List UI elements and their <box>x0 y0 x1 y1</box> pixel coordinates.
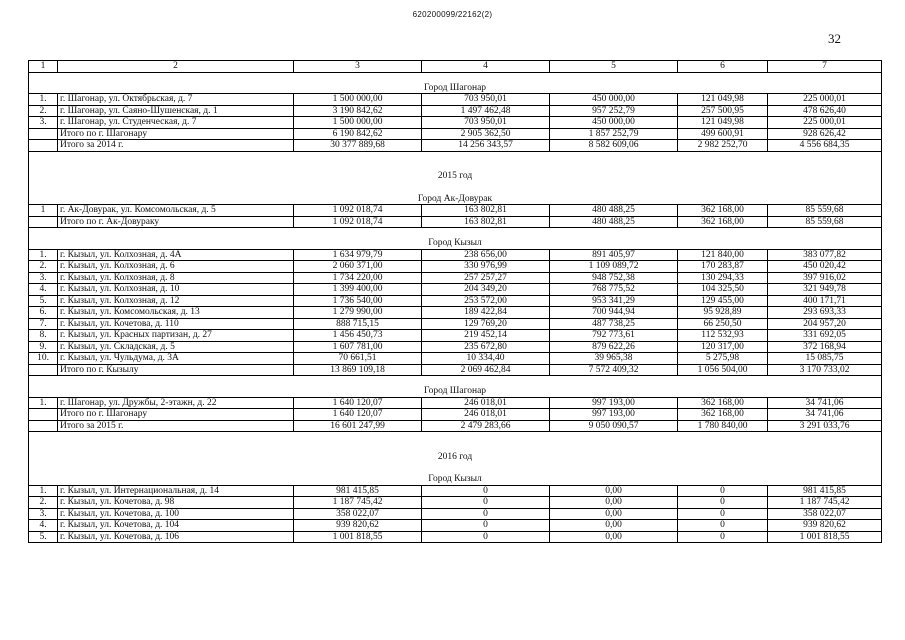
value-cell: 5 275,98 <box>678 353 768 365</box>
city-heading: Город Кызыл <box>29 238 882 249</box>
row-number-cell: 2. <box>29 497 58 509</box>
row-number-cell: 3. <box>29 508 58 520</box>
value-cell: 362 168,00 <box>678 205 768 217</box>
value-cell: 0,00 <box>550 508 678 520</box>
row-number-cell: 1. <box>29 485 58 497</box>
row-number-cell: 6. <box>29 307 58 319</box>
address-cell: Итого за 2014 г. <box>58 140 294 152</box>
value-cell: 293 693,33 <box>768 307 882 319</box>
year-heading: 2015 год <box>29 170 882 184</box>
address-cell: г. Кызыл, ул. Комсомольская, д. 13 <box>58 307 294 319</box>
value-cell: 130 294,33 <box>678 272 768 284</box>
value-cell: 939 820,62 <box>294 520 422 532</box>
table-row <box>29 330 882 342</box>
address-cell: Итого за 2015 г. <box>58 420 294 432</box>
value-cell: 225 000,01 <box>768 94 882 106</box>
value-cell: 121 049,98 <box>678 94 768 106</box>
col-header: 5 <box>550 61 678 73</box>
row-number-cell <box>29 128 58 140</box>
address-cell: г. Кызыл, ул. Колхозная, д. 6 <box>58 261 294 273</box>
value-cell: 0 <box>678 508 768 520</box>
table-row <box>29 128 882 140</box>
value-cell: 8 582 609,06 <box>550 140 678 152</box>
value-cell: 246 018,01 <box>422 397 550 409</box>
city-heading-row <box>29 238 882 249</box>
city-heading-row <box>29 83 882 94</box>
row-number-cell: 5. <box>29 531 58 543</box>
value-cell: 85 559,68 <box>768 205 882 217</box>
spacer-row <box>29 184 882 194</box>
address-cell: г. Кызыл, ул. Колхозная, д. 12 <box>58 295 294 307</box>
table-row <box>29 497 882 509</box>
value-cell: 362 168,00 <box>678 409 768 421</box>
row-number-cell <box>29 364 58 376</box>
value-cell: 1 734 220,00 <box>294 272 422 284</box>
address-cell: г. Кызыл, ул. Кочетова, д. 98 <box>58 497 294 509</box>
value-cell: 331 692,05 <box>768 330 882 342</box>
year-heading: 2016 год <box>29 450 882 464</box>
value-cell: 948 752,38 <box>550 272 678 284</box>
value-cell: 997 193,00 <box>550 409 678 421</box>
col-header: 3 <box>294 61 422 73</box>
value-cell: 792 773,61 <box>550 330 678 342</box>
city-heading: Город Кызыл <box>29 474 882 485</box>
row-number-cell: 1. <box>29 94 58 106</box>
value-cell: 0 <box>678 531 768 543</box>
value-cell: 400 171,71 <box>768 295 882 307</box>
value-cell: 879 622,26 <box>550 341 678 353</box>
spacer-cell <box>29 184 882 194</box>
value-cell: 321 949,78 <box>768 284 882 296</box>
value-cell: 204 957,20 <box>768 318 882 330</box>
city-heading-row <box>29 194 882 205</box>
row-number-cell <box>29 409 58 421</box>
address-cell: г. Кызыл, ул. Кочетова, д. 110 <box>58 318 294 330</box>
year-heading-row <box>29 170 882 184</box>
value-cell: 372 168,94 <box>768 341 882 353</box>
row-number-cell: 2. <box>29 261 58 273</box>
col-header: 4 <box>422 61 550 73</box>
table-row <box>29 94 882 106</box>
city-heading: Город Ак-Довурак <box>29 194 882 205</box>
value-cell: 34 741,06 <box>768 409 882 421</box>
spacer-cell <box>29 376 882 387</box>
address-cell: г. Ак-Довурак, ул. Комсомольская, д. 5 <box>58 205 294 217</box>
value-cell: 478 626,40 <box>768 105 882 117</box>
value-cell: 246 018,01 <box>422 409 550 421</box>
spacer-cell <box>29 228 882 239</box>
col-header: 2 <box>58 61 294 73</box>
value-cell: 257 257,27 <box>422 272 550 284</box>
value-cell: 480 488,25 <box>550 216 678 228</box>
city-heading-row <box>29 474 882 485</box>
value-cell: 1 634 979,79 <box>294 249 422 261</box>
value-cell: 219 452,14 <box>422 330 550 342</box>
header-row <box>29 61 882 73</box>
spacer-cell <box>29 72 882 83</box>
value-cell: 480 488,25 <box>550 205 678 217</box>
table-row <box>29 295 882 307</box>
value-cell: 3 190 842,62 <box>294 105 422 117</box>
value-cell: 129 769,20 <box>422 318 550 330</box>
value-cell: 10 334,40 <box>422 353 550 365</box>
value-cell: 7 572 409,32 <box>550 364 678 376</box>
value-cell: 2 982 252,70 <box>678 140 768 152</box>
value-cell: 0,00 <box>550 485 678 497</box>
table-row <box>29 420 882 432</box>
value-cell: 939 820,62 <box>768 520 882 532</box>
value-cell: 257 500,95 <box>678 105 768 117</box>
value-cell: 703 950,01 <box>422 94 550 106</box>
value-cell: 238 656,00 <box>422 249 550 261</box>
row-number-cell: 4. <box>29 520 58 532</box>
value-cell: 499 600,91 <box>678 128 768 140</box>
col-header: 6 <box>678 61 768 73</box>
row-number-cell: 10. <box>29 353 58 365</box>
value-cell: 120 317,00 <box>678 341 768 353</box>
row-number-cell <box>29 140 58 152</box>
value-cell: 0,00 <box>550 520 678 532</box>
value-cell: 383 077,82 <box>768 249 882 261</box>
value-cell: 6 190 842,62 <box>294 128 422 140</box>
value-cell: 358 022,07 <box>768 508 882 520</box>
address-cell: г. Кызыл, ул. Колхозная, д. 10 <box>58 284 294 296</box>
value-cell: 981 415,85 <box>768 485 882 497</box>
row-number-cell: 7. <box>29 318 58 330</box>
value-cell: 253 572,00 <box>422 295 550 307</box>
value-cell: 1 001 818,55 <box>294 531 422 543</box>
row-number-cell: 8. <box>29 330 58 342</box>
value-cell: 928 626,42 <box>768 128 882 140</box>
table-row <box>29 249 882 261</box>
address-cell: г. Кызыл, ул. Красных партизан, д. 27 <box>58 330 294 342</box>
value-cell: 953 341,29 <box>550 295 678 307</box>
row-number-cell: 3. <box>29 272 58 284</box>
value-cell: 225 000,01 <box>768 117 882 129</box>
value-cell: 34 741,06 <box>768 397 882 409</box>
row-number-cell <box>29 216 58 228</box>
value-cell: 0,00 <box>550 531 678 543</box>
value-cell: 170 283,87 <box>678 261 768 273</box>
value-cell: 0 <box>678 520 768 532</box>
value-cell: 121 049,98 <box>678 117 768 129</box>
value-cell: 1 056 504,00 <box>678 364 768 376</box>
value-cell: 1 092 018,74 <box>294 205 422 217</box>
value-cell: 450 000,00 <box>550 117 678 129</box>
table-row <box>29 318 882 330</box>
value-cell: 330 976,99 <box>422 261 550 273</box>
address-cell: г. Кызыл, ул. Интернациональная, д. 14 <box>58 485 294 497</box>
value-cell: 14 256 343,57 <box>422 140 550 152</box>
value-cell: 1 857 252,79 <box>550 128 678 140</box>
address-cell: Итого по г. Шагонару <box>58 128 294 140</box>
value-cell: 163 802,81 <box>422 216 550 228</box>
table-row <box>29 284 882 296</box>
row-number-cell: 2. <box>29 105 58 117</box>
row-number-cell: 5. <box>29 295 58 307</box>
spacer-row <box>29 432 882 451</box>
value-cell: 1 092 018,74 <box>294 216 422 228</box>
table-row <box>29 272 882 284</box>
table-row <box>29 353 882 365</box>
address-cell: г. Шагонар, ул. Студенческая, д. 7 <box>58 117 294 129</box>
row-number-cell: 1. <box>29 397 58 409</box>
value-cell: 700 944,94 <box>550 307 678 319</box>
table-row <box>29 485 882 497</box>
value-cell: 1 279 990,00 <box>294 307 422 319</box>
value-cell: 30 377 889,68 <box>294 140 422 152</box>
address-cell: г. Шагонар, ул. Дружбы, 2-этажн, д. 22 <box>58 397 294 409</box>
address-cell: г. Кызыл, ул. Колхозная, д. 4А <box>58 249 294 261</box>
row-number-cell: 9. <box>29 341 58 353</box>
value-cell: 1 780 840,00 <box>678 420 768 432</box>
row-number-cell: 3. <box>29 117 58 129</box>
value-cell: 2 905 362,50 <box>422 128 550 140</box>
value-cell: 1 497 462,48 <box>422 105 550 117</box>
value-cell: 487 738,25 <box>550 318 678 330</box>
value-cell: 1 187 745,42 <box>294 497 422 509</box>
row-number-cell: 1 <box>29 205 58 217</box>
value-cell: 0 <box>422 485 550 497</box>
value-cell: 2 060 371,00 <box>294 261 422 273</box>
value-cell: 3 291 033,76 <box>768 420 882 432</box>
value-cell: 16 601 247,99 <box>294 420 422 432</box>
table-row <box>29 216 882 228</box>
value-cell: 981 415,85 <box>294 485 422 497</box>
table-row <box>29 520 882 532</box>
value-cell: 1 109 089,72 <box>550 261 678 273</box>
value-cell: 397 916,02 <box>768 272 882 284</box>
value-cell: 358 022,07 <box>294 508 422 520</box>
value-cell: 362 168,00 <box>678 216 768 228</box>
table-row <box>29 105 882 117</box>
address-cell: г. Кызыл, ул. Чульдума, д. 3А <box>58 353 294 365</box>
value-cell: 2 479 283,66 <box>422 420 550 432</box>
value-cell: 3 170 733,02 <box>768 364 882 376</box>
value-cell: 0 <box>678 497 768 509</box>
address-cell: г. Кызыл, ул. Складская, д. 5 <box>58 341 294 353</box>
value-cell: 85 559,68 <box>768 216 882 228</box>
table-row <box>29 117 882 129</box>
page-number: 32 <box>828 31 841 46</box>
spacer-row <box>29 228 882 239</box>
value-cell: 121 840,00 <box>678 249 768 261</box>
value-cell: 129 455,00 <box>678 295 768 307</box>
address-cell: г. Кызыл, ул. Кочетова, д. 100 <box>58 508 294 520</box>
value-cell: 39 965,38 <box>550 353 678 365</box>
value-cell: 891 405,97 <box>550 249 678 261</box>
value-cell: 2 069 462,84 <box>422 364 550 376</box>
data-table <box>28 60 882 543</box>
value-cell: 1 607 781,00 <box>294 341 422 353</box>
value-cell: 768 775,52 <box>550 284 678 296</box>
city-heading: Город Шагонар <box>29 386 882 397</box>
value-cell: 112 532,93 <box>678 330 768 342</box>
value-cell: 163 802,81 <box>422 205 550 217</box>
value-cell: 0 <box>422 531 550 543</box>
value-cell: 9 050 090,57 <box>550 420 678 432</box>
value-cell: 450 020,42 <box>768 261 882 273</box>
value-cell: 189 422,84 <box>422 307 550 319</box>
address-cell: Итого по г. Кызылу <box>58 364 294 376</box>
row-number-cell <box>29 420 58 432</box>
value-cell: 70 661,51 <box>294 353 422 365</box>
row-number-cell: 4. <box>29 284 58 296</box>
document-id: 620200099/22162(2) <box>412 10 493 19</box>
spacer-row <box>29 464 882 474</box>
value-cell: 13 869 109,18 <box>294 364 422 376</box>
value-cell: 0 <box>422 497 550 509</box>
city-heading: Город Шагонар <box>29 83 882 94</box>
spacer-cell <box>29 432 882 451</box>
table-row <box>29 341 882 353</box>
city-heading-row <box>29 386 882 397</box>
value-cell: 1 187 745,42 <box>768 497 882 509</box>
address-cell: г. Кызыл, ул. Колхозная, д. 8 <box>58 272 294 284</box>
table-row <box>29 397 882 409</box>
value-cell: 1 001 818,55 <box>768 531 882 543</box>
value-cell: 66 250,50 <box>678 318 768 330</box>
value-cell: 1 500 000,00 <box>294 94 422 106</box>
value-cell: 1 640 120,07 <box>294 409 422 421</box>
value-cell: 0 <box>422 520 550 532</box>
value-cell: 888 715,15 <box>294 318 422 330</box>
value-cell: 0,00 <box>550 497 678 509</box>
value-cell: 997 193,00 <box>550 397 678 409</box>
value-cell: 15 085,75 <box>768 353 882 365</box>
spacer-cell <box>29 151 882 170</box>
value-cell: 0 <box>422 508 550 520</box>
address-cell: г. Шагонар, ул. Саяно-Шушенская, д. 1 <box>58 105 294 117</box>
value-cell: 1 500 000,00 <box>294 117 422 129</box>
value-cell: 450 000,00 <box>550 94 678 106</box>
spacer-cell <box>29 464 882 474</box>
spacer-row <box>29 72 882 83</box>
spacer-row <box>29 151 882 170</box>
table-body <box>29 72 882 543</box>
spacer-row <box>29 376 882 387</box>
address-cell: г. Кызыл, ул. Кочетова, д. 104 <box>58 520 294 532</box>
table-row <box>29 261 882 273</box>
address-cell: г. Шагонар, ул. Октябрьская, д. 7 <box>58 94 294 106</box>
col-header: 1 <box>29 61 58 73</box>
value-cell: 235 672,80 <box>422 341 550 353</box>
value-cell: 104 325,50 <box>678 284 768 296</box>
table-row <box>29 508 882 520</box>
address-cell: Итого по г. Ак-Довураку <box>58 216 294 228</box>
table-row <box>29 531 882 543</box>
value-cell: 1 736 540,00 <box>294 295 422 307</box>
table-row <box>29 307 882 319</box>
value-cell: 1 640 120,07 <box>294 397 422 409</box>
table-row <box>29 364 882 376</box>
col-header: 7 <box>768 61 882 73</box>
value-cell: 204 349,20 <box>422 284 550 296</box>
table-row <box>29 205 882 217</box>
row-number-cell: 1. <box>29 249 58 261</box>
value-cell: 0 <box>678 485 768 497</box>
address-cell: г. Кызыл, ул. Кочетова, д. 106 <box>58 531 294 543</box>
value-cell: 1 456 450,73 <box>294 330 422 342</box>
table-row <box>29 140 882 152</box>
value-cell: 4 556 684,35 <box>768 140 882 152</box>
table-row <box>29 409 882 421</box>
value-cell: 957 252,79 <box>550 105 678 117</box>
value-cell: 95 928,89 <box>678 307 768 319</box>
year-heading-row <box>29 450 882 464</box>
address-cell: Итого по г. Шагонару <box>58 409 294 421</box>
value-cell: 362 168,00 <box>678 397 768 409</box>
value-cell: 703 950,01 <box>422 117 550 129</box>
value-cell: 1 399 400,00 <box>294 284 422 296</box>
